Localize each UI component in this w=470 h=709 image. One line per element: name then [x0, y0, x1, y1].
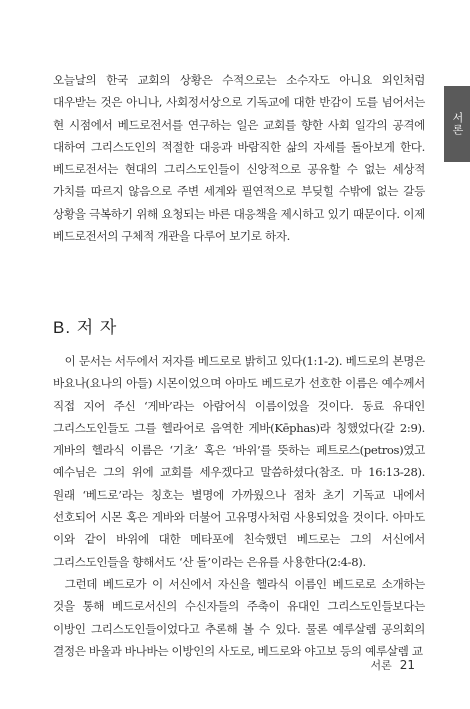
page-footer: [370, 657, 415, 673]
section-heading: B. 저 자: [53, 318, 118, 337]
body-paragraph-1: 이 문서는 서두에서 저자를 베드로로 밝히고 있다(1:1-2). 베드로의 본명은 바요나(요나의 아들) 시몬이었으며 아마도 베드로가 선호한 이름은 예수께서 직접 지어 주신 ‘게바’라는 아람어식 이름이었을 것이다. 동료 유대인 그리스도인들도 그를 헬라어로 음역한 게바(Kēphas)라 칭했었다(갈 2:9). 게바의 헬라식 이름은 ‘기초’ 혹은 ‘바위’를 뜻하는 페트로스(petros)였고 예수님은 그의 위에 교회를 세우겠다고 말씀하셨다(참조. 마 16:13-28). 원래 ‘베드로’라는 칭호는 별명에 가까웠으나 점차 초기 기독교 내에서 선호되어 시몬 혹은 게바와 더불어 고유명사처럼 사용되었을 것이다. 아마도 이와 같이 바위에 대한 메타포에 친숙했던 베드로는 그의 서신에서 그리스도인들을 향해서도 ‘산 돌’이라는 은유를 사용한다(2:4-8).: [53, 354, 425, 569]
intro-section: [53, 69, 425, 247]
body-paragraph-2: 그런데 베드로가 이 서신에서 자신을 헬라식 이름인 베드로로 소개하는 것을 통해 베드로서신의 수신자들의 주축이 유대인 그리스도인들보다는 이방인 그리스도인들이었다고 추론해 볼 수 있다. 물론 예루살렘 공의회의 결정은 바울과 바나바는 이방인의 사도로, 베드로와 야고보 등의 예루살렘 교: [53, 576, 425, 658]
intro-paragraph: 오늘날의 한국 교회의 상황은 수적으로는 소수자도 아니요 외인처럼 대우받는 것은 아니나, 사회정서상으로 기독교에 대한 반감이 도를 넘어서는 현 시점에서 베드로전서를 연구하는 일은 교회를 향한 사회 일각의 공격에 대하여 그리스도인의 적절한 대응과 바람직한 삶의 자세를 돌아보게 한다. 베드로전서는 현대의 그리스도인들이 신앙적으로 공유할 수 없는 세상적 가치를 따르지 않음으로 주변 세계와 필연적으로 부딪힐 수밖에 없는 갈등 상황을 극복하기 위해 요청되는 바른 대응책을 제시하고 있기 때문이다. 이제 베드로전서의 구체적 개관을 다루어 보기로 하자.: [53, 73, 425, 244]
chapter-side-tab-label: 서론: [451, 112, 464, 136]
author-section-body: [53, 350, 425, 662]
chapter-side-tab: [444, 86, 470, 162]
running-footer-label: 서론: [370, 659, 392, 672]
page-number: 21: [399, 658, 415, 672]
